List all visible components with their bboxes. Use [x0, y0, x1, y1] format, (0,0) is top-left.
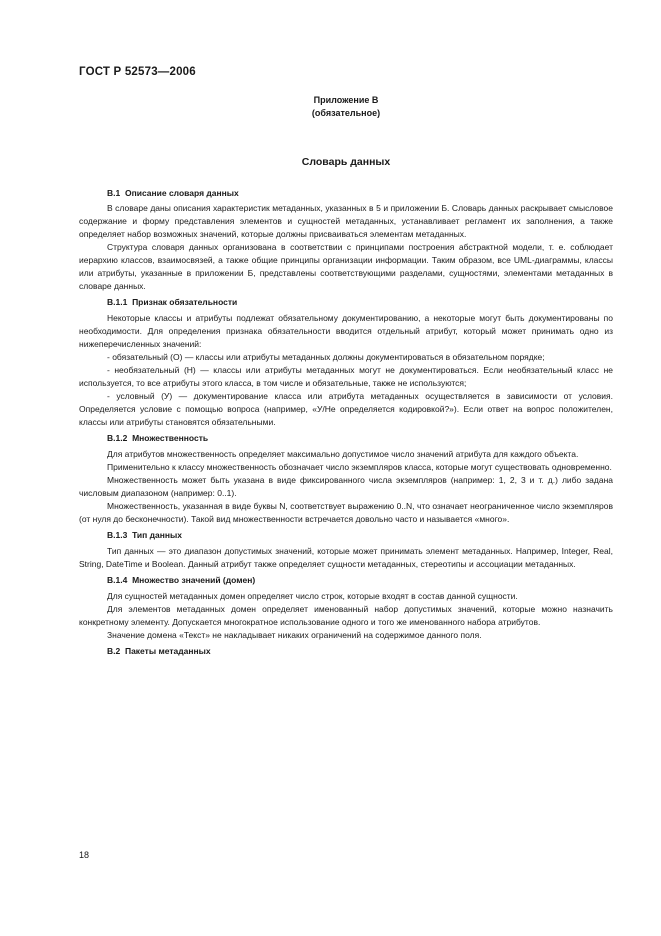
list-item: - обязательный (О) — классы или атрибуты метаданных должны документироваться в обязательном порядке;: [107, 352, 545, 362]
appendix-status: (обязательное): [311, 108, 381, 118]
document-id: ГОСТ Р 52573—2006: [79, 66, 196, 78]
page-title: Словарь данных: [301, 156, 391, 168]
paragraph: Значение домена «Текст» не накладывает никаких ограничений на содержимое данного поля.: [107, 630, 482, 640]
paragraph: Структура словаря данных организована в соответствии с принципами построения абстрактной модели, т. е. соблюдает иерархию классов, взаимосвязей, а также общие принципы организации информации. Таким образом, все UML-диаграммы, классы или атрибуты, указанные в приложении Б, представлены соответствующими разделами, сущностями, элементами метаданных в словаре данных.: [79, 242, 613, 291]
section-title: Пакеты метаданных: [124, 646, 211, 656]
paragraph: Множественность, указанная в виде буквы N, соответствует выражению 0..N, что означает неограниченное число экземпляров (от нуля до бесконечности). Такой вид множественности встречается довольно часто и называется «много».: [79, 501, 613, 524]
paragraph: Применительно к классу множественность обозначает число экземпляров класса, которые могут существовать одновременно.: [107, 462, 612, 472]
appendix-label: Приложение В: [313, 95, 379, 105]
list-item: - необязательный (Н) — классы или атрибуты метаданных могут не документироваться. Если необязательный класс не используется, то все атрибуты этого класса, в том числе и обязательные, также не используются;: [79, 365, 613, 388]
list-item: - условный (У) — документирование класса или атрибута метаданных осуществляется в зависимости от условия. Определяется условие с помощью вопроса (например, «У/Не определяется кодировкой?»). Если ответ на вопрос положителен, классы или атрибуты становятся обязательными.: [79, 391, 613, 427]
section-title: Множество значений (домен): [132, 575, 256, 585]
paragraph: Некоторые классы и атрибуты подлежат обязательному документированию, а некоторые могут быть документированы по необходимости. Для определения признака обязательности вводится отдельный атрибут, который может принимать одно из нижеперечисленных значений:: [79, 313, 613, 349]
section-number: В.1.3: [107, 530, 128, 540]
section-number: В.1.2: [107, 433, 128, 443]
document-body: [79, 187, 613, 661]
section-number: В.1.1: [107, 297, 128, 307]
section-title: Признак обязательности: [132, 297, 238, 307]
paragraph: В словаре даны описания характеристик метаданных, указанных в 5 и приложении Б. Словарь данных раскрывает смысловое содержание и форму представления элементов и сущностей метаданных, устанавливает регламент их заполнения, а также определяет набор возможных значений, которые должны присваиваться элементам метаданных.: [79, 203, 613, 239]
section-heading-b1: [79, 187, 613, 200]
page-number: 18: [79, 850, 90, 860]
section-number: В.1.4: [107, 575, 128, 585]
paragraph: Тип данных — это диапазон допустимых значений, которые может принимать элемент метаданных. Например, Integer, Real, String, DateTime и Boolean. Данный атрибут также определяет сущности метаданных, стереотипы и ассоциации метаданных.: [79, 546, 613, 569]
paragraph: Для сущностей метаданных домен определяет число строк, которые входят в состав данной сущности.: [107, 591, 518, 601]
paragraph: Для элементов метаданных домен определяет именованный набор допустимых значений, которые можно назначить конкретному элементу. Допускается многократное использование одного и того же именованного набора атрибутов.: [79, 604, 613, 627]
section-number: В.1: [107, 188, 121, 198]
section-heading-b11: [79, 296, 613, 309]
section-heading-b14: [79, 574, 613, 587]
section-heading-b2: [79, 645, 613, 658]
section-title: Тип данных: [132, 530, 183, 540]
section-number: В.2: [107, 646, 121, 656]
section-title: Описание словаря данных: [124, 188, 239, 198]
section-heading-b12: [79, 432, 613, 445]
section-heading-b13: [79, 529, 613, 542]
paragraph: Для атрибутов множественность определяет максимально допустимое число значений атрибута для каждого объекта.: [107, 449, 579, 459]
section-title: Множественность: [132, 433, 209, 443]
paragraph: Множественность может быть указана в виде фиксированного числа экземпляров (например: 1, 2, 3 и т. д.) либо задана числовым диапазоном (например: 0..1).: [79, 475, 613, 498]
